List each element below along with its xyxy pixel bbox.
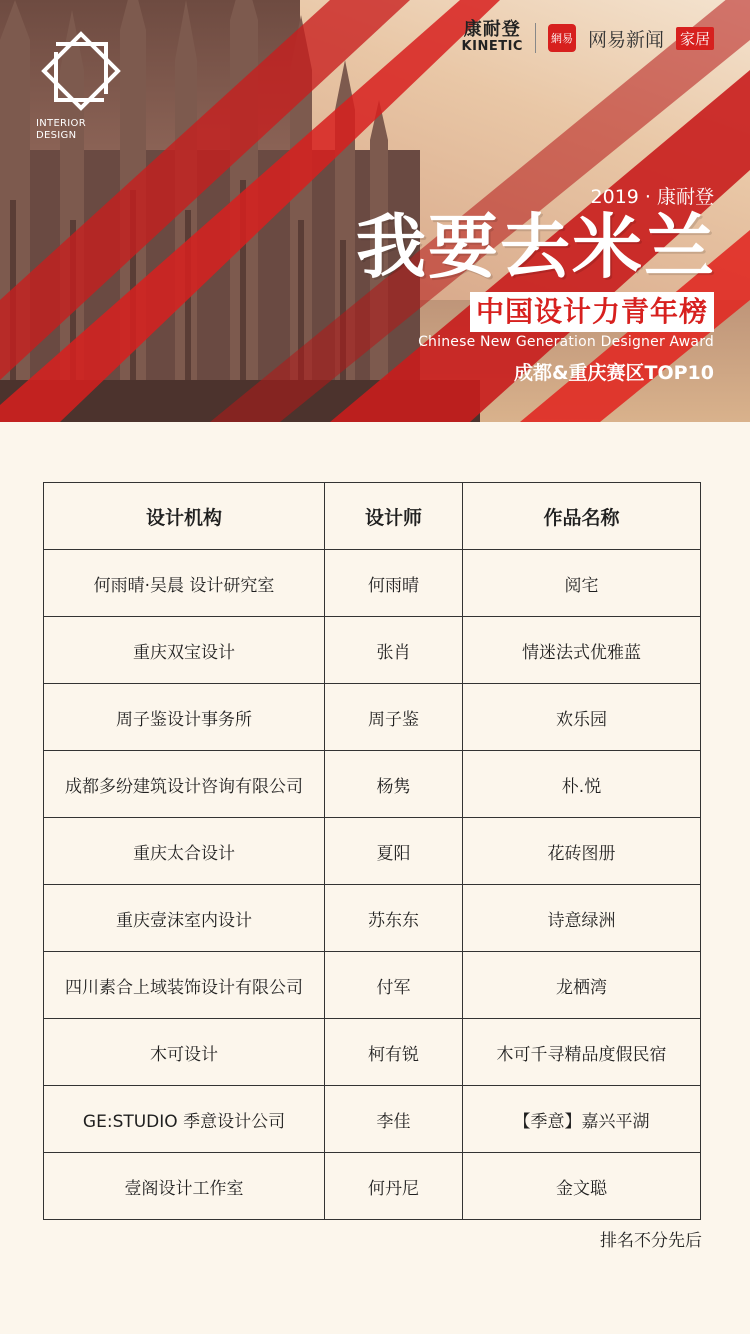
banner-year-brand: 2019 · 康耐登 [590, 186, 714, 208]
cell-work-title: 花砖图册 [463, 818, 701, 885]
table-row [44, 684, 701, 751]
cell-designer: 何丹尼 [325, 1153, 463, 1220]
table-row [44, 1153, 701, 1220]
cell-work-title: 朴.悦 [463, 751, 701, 818]
cell-organization: 何雨晴·吴晨 设计研究室 [44, 550, 325, 617]
cell-designer: 周子鉴 [325, 684, 463, 751]
cell-organization: 重庆壹沫室内设计 [44, 885, 325, 952]
interior-design-wordmark [36, 118, 106, 142]
netease-channel-tag: 家居 [676, 27, 714, 50]
cell-designer: 付军 [325, 952, 463, 1019]
banner-subtitle-en: Chinese New Generation Designer Award [418, 334, 714, 350]
kinetic-logo-en: KINETIC [461, 39, 523, 54]
header-organization: 设计机构 [44, 483, 325, 550]
ranking-note: 排名不分先后 [600, 1231, 702, 1251]
partner-logos [462, 18, 714, 58]
hero-banner [0, 0, 750, 422]
table-row [44, 885, 701, 952]
header-work-title: 作品名称 [463, 483, 701, 550]
cell-work-title: 龙栖湾 [463, 952, 701, 1019]
table-row [44, 952, 701, 1019]
cell-work-title: 诗意绿洲 [463, 885, 701, 952]
table-row [44, 751, 701, 818]
cell-designer: 张肖 [325, 617, 463, 684]
banner-title: 我要去米兰 [356, 206, 716, 288]
cell-organization: 周子鉴设计事务所 [44, 684, 325, 751]
cell-designer: 夏阳 [325, 818, 463, 885]
cell-work-title: 木可千寻精品度假民宿 [463, 1019, 701, 1086]
cell-work-title: 【季意】嘉兴平湖 [463, 1086, 701, 1153]
kinetic-logo [462, 21, 523, 55]
kinetic-logo-zh: 康耐登 [463, 19, 521, 40]
cell-designer: 苏东东 [325, 885, 463, 952]
cell-designer: 杨隽 [325, 751, 463, 818]
cell-designer: 何雨晴 [325, 550, 463, 617]
table-header-row [44, 483, 701, 550]
table-row [44, 550, 701, 617]
cell-work-title: 阅宅 [463, 550, 701, 617]
banner-subtitle: 中国设计力青年榜 [470, 292, 714, 332]
cell-organization: 重庆太合设计 [44, 818, 325, 885]
cell-work-title: 欢乐园 [463, 684, 701, 751]
cell-designer: 李佳 [325, 1086, 463, 1153]
header-designer: 设计师 [325, 483, 463, 550]
cell-designer: 柯有锐 [325, 1019, 463, 1086]
cell-organization: GE:STUDIO 季意设计公司 [44, 1086, 325, 1153]
cell-organization: 壹阁设计工作室 [44, 1153, 325, 1220]
banner-region: 成都&重庆赛区TOP10 [513, 362, 714, 384]
logo-line-2: DESIGN [36, 130, 77, 141]
table-row [44, 617, 701, 684]
cell-work-title: 情迷法式优雅蓝 [463, 617, 701, 684]
cell-organization: 木可设计 [44, 1019, 325, 1086]
netease-badge-icon: 網易 [548, 24, 576, 52]
logo-line-1: INTERIOR [36, 118, 86, 129]
cell-work-title: 金文聪 [463, 1153, 701, 1220]
ranking-table [43, 482, 701, 1220]
cell-organization: 成都多纷建筑设计咨询有限公司 [44, 751, 325, 818]
table-row [44, 1086, 701, 1153]
cell-organization: 四川素合上域装饰设计有限公司 [44, 952, 325, 1019]
cell-organization: 重庆双宝设计 [44, 617, 325, 684]
table-row [44, 1019, 701, 1086]
table-row [44, 818, 701, 885]
logo-divider [535, 23, 536, 53]
netease-name: 网易新闻 [587, 28, 664, 51]
